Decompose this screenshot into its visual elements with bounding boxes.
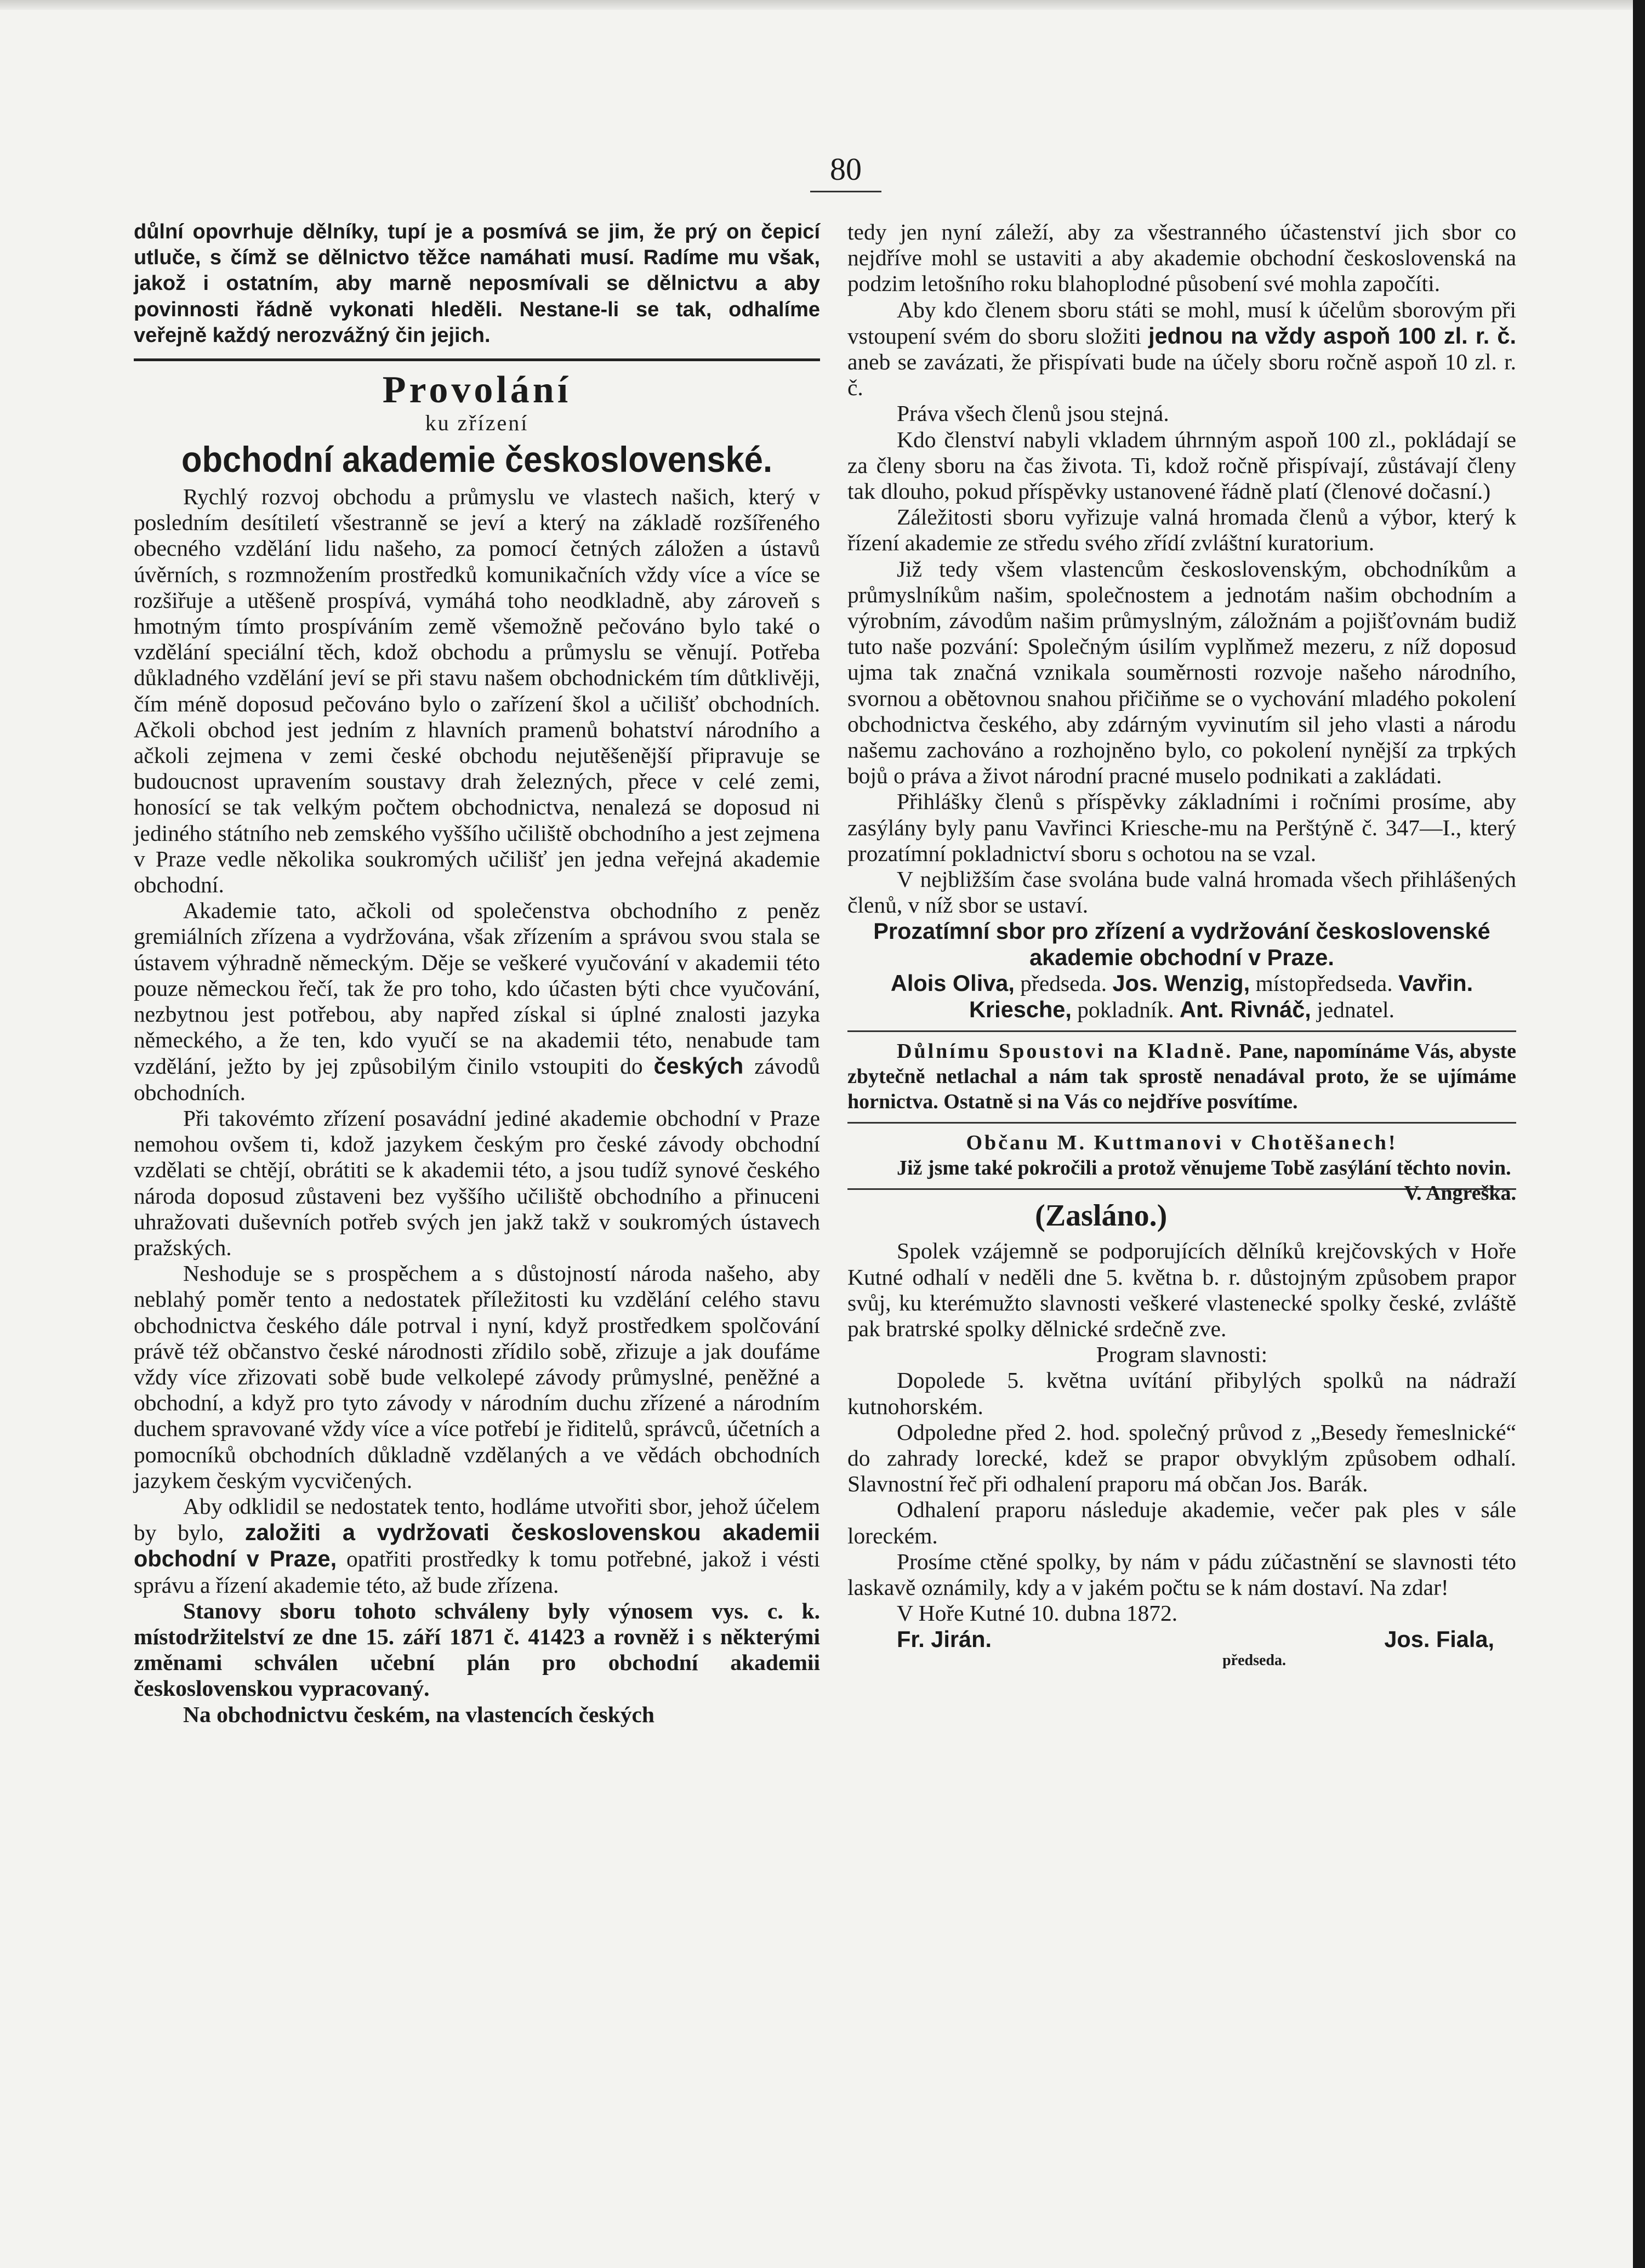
paragraph: Aby kdo členem sboru státi se mohl, musí k účelům sborovým při vstoupení svém do sboru složiti jednou na vždy aspoň 100 zl. r. č. aneb se zavázati, že přispívati bude na účely sboru ročně aspoň 10 zl. r. č. [847, 297, 1516, 401]
right-column [847, 219, 1516, 1669]
paragraph: Přihlášky členů s příspěvky základními i ročními prosíme, aby zasýlány byly panu Vavřinci Kriesche-mu na Perštýně č. 347—I., který prozatímní pokladnictví sboru s ochotou na se vzal. [847, 789, 1516, 866]
paragraph: Aby odklidil se nedostatek tento, hodláme utvořiti sbor, jehož účelem by bylo, založiti a vydržovati československou akademii obchodní v Praze, opatřiti prostředky k tomu potřebné, jakož i vésti správu a řízení akademie této, až bude zřízena. [134, 1493, 821, 1598]
paragraph: Stanovy sboru tohoto schváleny byly výnosem vys. c. k. místodržitelství ze dne 15. září 1871 č. 41423 a rovněž i s některými změnami schválen učební plán pro obchodní akademii československou vypracovaný. [134, 1598, 820, 1701]
paragraph: Spolek vzájemně se podporujících dělníků krejčovských v Hoře Kutné odhalí v neděli dne 5. května b. r. důstojným způsobem prapor svůj, ku kterémužto slavnosti veškeré vlastenecké spolky české, zvláště pak bratrské spolky dělnické srdečně zve. [847, 1238, 1516, 1341]
paragraph: Dopolede 5. května uvítání přibylých spolků na nádraží kutnohorském. [847, 1367, 1516, 1419]
signature-role: předseda. [1222, 1651, 1286, 1669]
scan-right-edge [1633, 0, 1645, 2268]
scan-top-edge [0, 0, 1645, 10]
divider [134, 358, 820, 361]
left-column [134, 219, 820, 1728]
paragraph: Na obchodnictvu českém, na vlastencích českých [183, 1701, 654, 1727]
page-number: 80 [810, 151, 881, 192]
signature-jiran: Fr. Jirán. [897, 1626, 992, 1652]
article-heading: obchodní akademie československé. [181, 439, 773, 480]
notice-kuttman: Již jsme také pokročili a protož věnujeme Tobě zasýlání těchto novin. V. Angreška. [897, 1156, 1516, 1205]
article-title: Provolání [382, 369, 572, 412]
board-name: Prozatímní sbor pro zřízení a vydržování československé akademie obchodní v Praze. [873, 918, 1490, 970]
notice-kuttman-heading: Občanu M. Kuttmanovi v Chotěšanech! [966, 1131, 1398, 1155]
divider [847, 1030, 1516, 1032]
paragraph: Akademie tato, ačkoli od společenstva obchodního z peněz gremiálních zřízena a vydržována, však zřízením a správou svou stala se ústavem výhradně německým. Děje se veškeré vyučování v akademii této pouze německou řečí, tak že pro toho, kdo účasten býti chce vyučování, nezbytnou jest potřebou, aby napřed získal si úplné znalosti jazyka německého, a že ten, kdo vyučí se na akademii této, nenabude tam vzdělání, ježto by jej způsobilým činilo vstoupiti do českých závodů obchodních. [134, 898, 821, 1105]
paragraph: Rychlý rozvoj obchodu a průmyslu ve vlastech našich, který v posledním desítiletí všestranně se jeví a který na základě rozšířeného obecného vzdělání lidu našeho, za pomocí četných záložen a ústavů úvěrních, s rozmnožením prostředků komunikačních vždy více a více se rozšiřuje a utěšeně prospívá, vymáhá toho neodkladně, aby zároveň s hmotným tímto prospíváním země všemožně pečováno bylo také o vzdělání speciální těch, kdož obchodu a průmyslu se věnují. Potřeba důkladného vzdělání jeví se při stavu našem obchodnickém tím důtklivěji, čím méně doposud pečováno bylo o zařízení škol a učilišť obchodních. Ačkoli obchod jest jedním z hlavních pramenů bohatství národního a ačkoli zejmena v zemi české obchodu nejutěšenější připravuje se budoucnost upravením soustavy drah železných, přece v celé zemi, honosící se tak velkým počtem obchodnictva, nenalezá se doposud ni jediného státního neb zemského vyššího učiliště obchodního a jest zejmena v Praze vedle několika soukromých učilišť jen jedna veřejná akademie obchodní. [134, 484, 820, 898]
intro-paragraph: důlní opovrhuje dělníky, tupí je a posmívá se jim, že prý on čepicí utluče, s čímž se dělnictvo těžce namáhati musí. Radíme mu však, jakož i ostatním, aby marně neposmívali se dělnictvu a aby povinnosti řádně vykonati hleděli. Nestane-li se tak, odhalíme veřejně každý nerozvážný čin jejich. [134, 220, 820, 347]
program-heading: Program slavnosti: [1096, 1342, 1268, 1367]
paragraph: Již tedy všem vlastencům československým, obchodníkům a průmyslníkům našim, společnostem a jednotám našim obchodním a výrobním, závodům našim průmyslným, záložnám a pojišťovnám budiž tuto naše pozvání: Společným úsilím vyplňmež mezeru, z níž doposud ujma tak značná vznikala souměrnosti rozvoje našeho národního, svornou a obětovnou snahou přičiňme se o vychování mladého pokolení obchodnictva českého, aby zdárným vyvinutím sil jeho vlasti a národu našemu zachováno a rozhojněno bylo, co pokolení nynější za trpkých bojů o práva a život národní pracné muselo podnikati a zakládati. [847, 556, 1516, 789]
notice-spousta: Důlnímu Spoustovi na Kladně. Pane, napomínáme Vás, abyste zbytečně netlachal a nám tak sprostě nenadával proto, že se ujímáme hornictva. Ostatně si na Vás co nejdříve posvítíme. [847, 1040, 1517, 1114]
paragraph: Práva všech členů jsou stejná. [897, 401, 1169, 426]
signatories: Alois Oliva, předseda. Jos. Wenzig, místopředseda. Vavřin. Kriesche, pokladník. Ant. Rivnáč, jednatel. [890, 970, 1473, 1023]
paragraph: Odhalení praporu následuje akademie, večer pak ples v sále loreckém. [847, 1497, 1516, 1548]
paragraph: Odpoledne před 2. hod. společný průvod z „Besedy řemeslnické“ do zahrady lorecké, kdež se prapor obvyklým způsobem odhalí. Slavnostní řeč při odhalení praporu má občan Jos. Barák. [847, 1419, 1516, 1497]
paragraph: Při takovémto zřízení posavádní jediné akademie obchodní v Praze nemohou ovšem ti, kdož jazykem českým pro české závody obchodní vzdělati se chtějí, obrátiti se k akademii této, a jsou tudíž synové českého národa doposud zůstaveni bez vyššího učiliště obchodního a přinuceni uhražovati duševních potřeb svých jen jakž takž v soukromých ústavech pražských. [134, 1105, 820, 1260]
paragraph: Kdo členství nabyli vkladem úhrnným aspoň 100 zl., pokládají se za členy sboru na čas života. Ti, kdož ročně přispívají, zůstávají členy tak dlouho, pokud příspěvky ustanovené řádně platí (členové dočasní.) [847, 426, 1516, 504]
paragraph: Záležitosti sboru vyřizuje valná hromada členů a výbor, který k řízení akademie ze středu svého zřídí zvláštní kuratorium. [847, 504, 1516, 556]
zaslano-heading: (Zasláno.) [1035, 1199, 1168, 1233]
paragraph: Neshoduje se s prospěchem a s důstojností národa našeho, aby neblahý poměr tento a nedostatek příležitosti ku vzdělání celého stavu obchodnictva českého dále potrval i nyní, když prostředkem spolčování právě též občanstvo české národnosti zřídilo sobě, zřizuje a jak doufáme vždy více zřizovati sobě bude velkolepé závody průmyslné, peněžné a obchodní, a když pro tyto závody v národním duchu zřízené a národním duchem spravované vždy více a více potřebí je řiditelů, správců, účetních a pomocníků obchodních důkladně vzdělaných a ve vědách obchodních jazykem českým vycvičených. [134, 1261, 820, 1493]
article-subtitle: ku zřízení [425, 411, 529, 436]
paragraph: Prosíme ctěné spolky, by nám v pádu zúčastnění se slavnosti této laskavě oznámily, kdy a v jakém počtu se k nám dostaví. Na zdar! [847, 1548, 1516, 1600]
divider [847, 1122, 1516, 1124]
paragraph: V nejbližším čase svolána bude valná hromada všech přihlášených členů, v níž sbor se ustaví. [847, 867, 1516, 918]
zaslano-signatures [847, 1626, 1516, 1652]
date-line: V Hoře Kutné 10. dubna 1872. [897, 1600, 1178, 1626]
paragraph: tedy jen nyní záleží, aby za všestranného účastenství jich sbor co nejdříve mohl se ustaviti a aby akademie obchodní československá na podzim letošního roku blahoplodné působení své mohla započíti. [847, 219, 1516, 297]
signature-fiala: Jos. Fiala, [1384, 1626, 1494, 1652]
